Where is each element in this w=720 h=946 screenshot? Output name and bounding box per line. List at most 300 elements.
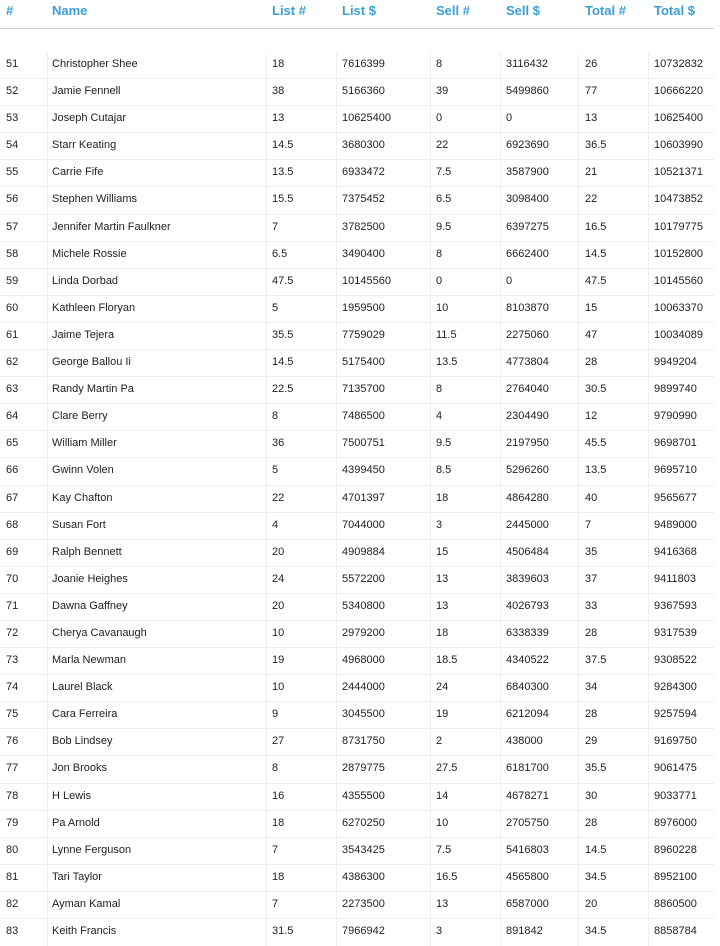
column-divider	[578, 648, 579, 674]
list-volume-cell: 5175400	[342, 356, 385, 369]
list-count-cell: 24	[272, 572, 285, 585]
sell-count-cell: 13	[436, 897, 449, 910]
name-cell: Gwinn Volen	[52, 464, 114, 477]
total-count-cell: 26	[585, 58, 598, 70]
rank-cell: 78	[6, 789, 19, 802]
sell-volume-cell: 2304490	[506, 410, 549, 423]
sell-count-cell: 9.5	[436, 220, 452, 233]
total-count-cell: 28	[585, 626, 598, 639]
column-divider	[578, 838, 579, 864]
total-count-cell: 28	[585, 708, 598, 721]
sell-volume-cell: 4026793	[506, 599, 549, 612]
column-header-list-volume[interactable]: List $	[342, 3, 376, 18]
column-divider	[578, 133, 579, 159]
name-cell: Cherya Cavanaugh	[52, 626, 147, 639]
sell-volume-cell: 3098400	[506, 193, 549, 206]
column-divider	[430, 486, 431, 512]
column-divider	[266, 431, 267, 457]
column-divider	[500, 323, 501, 349]
total-volume-cell: 8858784	[654, 925, 697, 937]
sell-volume-cell: 6397275	[506, 220, 549, 233]
total-volume-cell: 9061475	[654, 762, 697, 775]
column-divider	[500, 892, 501, 918]
column-divider	[578, 215, 579, 241]
column-divider	[578, 160, 579, 186]
total-count-cell: 15	[585, 301, 598, 314]
sell-count-cell: 18	[436, 491, 449, 504]
rank-cell: 52	[6, 85, 19, 98]
column-divider	[430, 567, 431, 593]
sell-volume-cell: 5499860	[506, 85, 549, 98]
total-count-cell: 77	[585, 85, 598, 98]
name-cell: George Ballou Ii	[52, 356, 131, 369]
sell-count-cell: 0	[436, 112, 443, 125]
column-divider	[578, 811, 579, 837]
column-divider	[266, 702, 267, 728]
column-divider	[500, 160, 501, 186]
total-count-cell: 33	[585, 599, 598, 612]
name-cell: Laurel Black	[52, 681, 113, 694]
total-count-cell: 28	[585, 356, 598, 369]
column-divider	[430, 919, 431, 946]
column-divider	[336, 431, 337, 457]
column-divider	[336, 892, 337, 918]
name-cell: Linda Dorbad	[52, 274, 119, 287]
column-divider	[500, 269, 501, 295]
rank-cell: 76	[6, 735, 19, 748]
column-divider	[266, 486, 267, 512]
sell-volume-cell: 2445000	[506, 518, 549, 531]
table-row	[0, 648, 714, 675]
list-volume-cell: 4355500	[342, 789, 385, 802]
column-divider	[266, 133, 267, 159]
name-cell: Joseph Cutajar	[52, 112, 126, 125]
column-divider	[266, 106, 267, 132]
column-divider	[500, 106, 501, 132]
name-cell: Susan Fort	[52, 518, 106, 531]
column-divider	[500, 377, 501, 403]
column-divider	[266, 892, 267, 918]
rank-cell: 65	[6, 437, 19, 450]
column-divider	[500, 486, 501, 512]
column-header-name[interactable]: Name	[52, 3, 88, 18]
column-divider	[47, 756, 48, 782]
column-divider	[336, 621, 337, 647]
sell-count-cell: 24	[436, 681, 449, 694]
column-divider	[430, 296, 431, 322]
column-divider	[430, 242, 431, 268]
column-divider	[500, 458, 501, 484]
table-row	[0, 621, 714, 648]
list-count-cell: 10	[272, 681, 285, 694]
sell-count-cell: 9.5	[436, 437, 452, 450]
column-divider	[648, 377, 649, 403]
column-divider	[266, 350, 267, 376]
total-count-cell: 28	[585, 816, 598, 829]
name-cell: Christopher Shee	[52, 58, 138, 70]
column-divider	[500, 702, 501, 728]
sell-volume-cell: 4506484	[506, 545, 549, 558]
list-count-cell: 38	[272, 85, 285, 98]
column-divider	[266, 377, 267, 403]
column-divider	[47, 458, 48, 484]
list-count-cell: 7	[272, 843, 279, 856]
column-divider	[500, 865, 501, 891]
column-divider	[500, 540, 501, 566]
total-volume-cell: 8860500	[654, 897, 697, 910]
name-cell: William Miller	[52, 437, 117, 450]
column-divider	[430, 106, 431, 132]
table-row	[0, 675, 714, 702]
total-volume-cell: 10521371	[654, 166, 703, 179]
column-divider	[648, 675, 649, 701]
list-volume-cell: 10145560	[342, 274, 391, 287]
total-count-cell: 40	[585, 491, 598, 504]
sell-count-cell: 2	[436, 735, 443, 748]
total-volume-cell: 9317539	[654, 626, 697, 639]
list-count-cell: 5	[272, 464, 279, 477]
table-row	[0, 242, 714, 269]
column-divider	[336, 811, 337, 837]
list-volume-cell: 3680300	[342, 139, 385, 152]
list-count-cell: 16	[272, 789, 285, 802]
list-count-cell: 5	[272, 301, 279, 314]
column-divider	[500, 79, 501, 105]
sell-volume-cell: 2764040	[506, 383, 549, 396]
column-divider	[648, 756, 649, 782]
column-divider	[648, 892, 649, 918]
list-volume-cell: 6933472	[342, 166, 385, 179]
column-divider	[430, 377, 431, 403]
column-divider	[430, 784, 431, 810]
column-divider	[648, 811, 649, 837]
column-header-total-volume[interactable]: Total $	[654, 3, 695, 18]
sell-count-cell: 11.5	[436, 328, 457, 341]
column-divider	[47, 52, 48, 78]
list-volume-cell: 7375452	[342, 193, 385, 206]
column-divider	[47, 350, 48, 376]
table-row	[0, 594, 714, 621]
column-divider	[336, 242, 337, 268]
sell-volume-cell: 4678271	[506, 789, 549, 802]
column-divider	[266, 269, 267, 295]
total-volume-cell: 9565677	[654, 491, 697, 504]
table-row	[0, 79, 714, 106]
column-divider	[336, 865, 337, 891]
list-count-cell: 13.5	[272, 166, 294, 179]
sell-volume-cell: 4864280	[506, 491, 549, 504]
total-volume-cell: 8960228	[654, 843, 697, 856]
column-divider	[500, 187, 501, 213]
name-cell: Ralph Bennett	[52, 545, 122, 558]
column-divider	[500, 648, 501, 674]
sell-volume-cell: 5416803	[506, 843, 549, 856]
column-divider	[648, 404, 649, 430]
list-volume-cell: 5340800	[342, 599, 385, 612]
column-divider	[47, 811, 48, 837]
table-row	[0, 431, 714, 458]
total-count-cell: 47.5	[585, 274, 607, 287]
column-divider	[336, 567, 337, 593]
column-header-rank[interactable]: #	[6, 3, 14, 18]
total-count-cell: 36.5	[585, 139, 607, 152]
sell-volume-cell: 6662400	[506, 247, 549, 260]
column-divider	[578, 729, 579, 755]
name-cell: Randy Martin Pa	[52, 383, 134, 396]
column-divider	[266, 458, 267, 484]
sell-volume-cell: 8103870	[506, 301, 549, 314]
column-divider	[266, 79, 267, 105]
sell-volume-cell: 6587000	[506, 897, 549, 910]
column-divider	[336, 323, 337, 349]
total-count-cell: 16.5	[585, 220, 607, 233]
column-divider	[266, 242, 267, 268]
column-divider	[648, 919, 649, 946]
list-volume-cell: 2979200	[342, 626, 385, 639]
sell-count-cell: 13	[436, 572, 449, 585]
list-count-cell: 10	[272, 626, 285, 639]
column-divider	[336, 919, 337, 946]
rank-cell: 53	[6, 112, 19, 125]
sell-volume-cell: 4773804	[506, 356, 549, 369]
column-divider	[47, 431, 48, 457]
column-divider	[578, 296, 579, 322]
column-divider	[578, 458, 579, 484]
column-divider	[648, 79, 649, 105]
sell-volume-cell: 3587900	[506, 166, 549, 179]
total-count-cell: 29	[585, 735, 598, 748]
rank-cell: 74	[6, 681, 19, 694]
column-divider	[648, 486, 649, 512]
rank-cell: 73	[6, 654, 19, 667]
rank-cell: 81	[6, 870, 19, 883]
total-count-cell: 22	[585, 193, 598, 206]
total-count-cell: 35	[585, 545, 598, 558]
table-row	[0, 377, 714, 404]
sell-volume-cell: 2275060	[506, 328, 549, 341]
sell-count-cell: 18.5	[436, 654, 458, 667]
rank-cell: 66	[6, 464, 19, 477]
sell-count-cell: 15	[436, 545, 449, 558]
column-divider	[648, 350, 649, 376]
column-divider	[47, 675, 48, 701]
table-row	[0, 838, 714, 865]
total-volume-cell: 9308522	[654, 654, 697, 667]
sell-count-cell: 10	[436, 301, 449, 314]
sell-count-cell: 13	[436, 599, 449, 612]
column-divider	[47, 404, 48, 430]
list-volume-cell: 3543425	[342, 843, 385, 856]
column-divider	[430, 52, 431, 78]
column-divider	[648, 838, 649, 864]
column-divider	[47, 486, 48, 512]
total-count-cell: 47	[585, 328, 598, 341]
sell-count-cell: 14	[436, 789, 449, 802]
table-row	[0, 702, 714, 729]
sell-count-cell: 18	[436, 626, 449, 639]
sell-count-cell: 27.5	[436, 762, 458, 775]
total-volume-cell: 10603990	[654, 139, 703, 152]
rank-cell: 69	[6, 545, 19, 558]
total-volume-cell: 10179775	[654, 220, 703, 233]
column-divider	[266, 784, 267, 810]
sell-volume-cell: 3116432	[506, 58, 549, 70]
total-volume-cell: 8952100	[654, 870, 697, 883]
list-count-cell: 18	[272, 816, 285, 829]
column-divider	[47, 567, 48, 593]
column-divider	[578, 269, 579, 295]
total-volume-cell: 10666220	[654, 85, 703, 98]
list-count-cell: 18	[272, 58, 285, 70]
table-body	[0, 52, 714, 946]
column-divider	[500, 621, 501, 647]
total-count-cell: 37	[585, 572, 598, 585]
column-divider	[430, 350, 431, 376]
column-divider	[578, 919, 579, 946]
column-divider	[500, 350, 501, 376]
column-divider	[648, 729, 649, 755]
list-volume-cell: 7500751	[342, 437, 385, 450]
name-cell: Kay Chafton	[52, 491, 113, 504]
name-cell: Cara Ferreira	[52, 708, 118, 721]
rank-cell: 58	[6, 247, 19, 260]
rank-cell: 64	[6, 410, 19, 423]
name-cell: H Lewis	[52, 789, 92, 802]
column-header-total-count[interactable]: Total #	[585, 3, 626, 18]
list-volume-cell: 6270250	[342, 816, 385, 829]
table-row	[0, 865, 714, 892]
sell-count-cell: 0	[436, 274, 443, 287]
total-count-cell: 20	[585, 897, 598, 910]
table-row	[0, 811, 714, 838]
rank-cell: 82	[6, 897, 19, 910]
rank-cell: 54	[6, 139, 19, 152]
sell-count-cell: 13.5	[436, 356, 458, 369]
column-divider	[430, 702, 431, 728]
table-row	[0, 567, 714, 594]
column-divider	[266, 52, 267, 78]
column-divider	[430, 133, 431, 159]
column-divider	[648, 269, 649, 295]
column-divider	[500, 215, 501, 241]
column-divider	[336, 648, 337, 674]
table-row	[0, 350, 714, 377]
column-divider	[500, 567, 501, 593]
sell-volume-cell: 3839603	[506, 572, 549, 585]
column-divider	[648, 242, 649, 268]
column-divider	[648, 431, 649, 457]
column-header-sell-count[interactable]: Sell #	[436, 3, 470, 18]
column-divider	[500, 675, 501, 701]
rank-cell: 61	[6, 328, 19, 341]
total-volume-cell: 9033771	[654, 789, 697, 802]
column-divider	[336, 540, 337, 566]
column-divider	[47, 621, 48, 647]
rank-cell: 60	[6, 301, 19, 314]
column-divider	[47, 160, 48, 186]
total-count-cell: 14.5	[585, 247, 607, 260]
total-count-cell: 35.5	[585, 762, 607, 775]
column-divider	[500, 296, 501, 322]
column-divider	[648, 540, 649, 566]
table-row	[0, 106, 714, 133]
column-header-sell-volume[interactable]: Sell $	[506, 3, 540, 18]
list-volume-cell: 7044000	[342, 518, 385, 531]
table-row	[0, 296, 714, 323]
column-divider	[336, 106, 337, 132]
column-divider	[47, 187, 48, 213]
sell-volume-cell: 891842	[506, 925, 543, 937]
column-divider	[430, 892, 431, 918]
column-divider	[430, 215, 431, 241]
table-row	[0, 892, 714, 919]
column-divider	[266, 865, 267, 891]
column-divider	[648, 865, 649, 891]
table-row	[0, 729, 714, 756]
total-count-cell: 37.5	[585, 654, 607, 667]
total-volume-cell: 10034089	[654, 328, 703, 341]
column-divider	[648, 106, 649, 132]
name-cell: Joanie Heighes	[52, 572, 128, 585]
table-row	[0, 269, 714, 296]
table-row	[0, 404, 714, 431]
column-divider	[336, 296, 337, 322]
column-divider	[578, 865, 579, 891]
list-count-cell: 19	[272, 654, 285, 667]
total-volume-cell: 9169750	[654, 735, 697, 748]
column-divider	[578, 621, 579, 647]
column-divider	[266, 594, 267, 620]
sell-count-cell: 7.5	[436, 166, 452, 179]
column-divider	[47, 323, 48, 349]
column-divider	[648, 52, 649, 78]
column-divider	[47, 729, 48, 755]
column-divider	[648, 567, 649, 593]
list-count-cell: 8	[272, 762, 279, 775]
name-cell: Bob Lindsey	[52, 735, 113, 748]
rank-cell: 57	[6, 220, 19, 233]
column-divider	[500, 242, 501, 268]
total-volume-cell: 9489000	[654, 518, 697, 531]
sell-count-cell: 6.5	[436, 193, 452, 206]
column-divider	[266, 675, 267, 701]
name-cell: Jaime Tejera	[52, 328, 115, 341]
column-divider	[648, 784, 649, 810]
sell-volume-cell: 6338339	[506, 626, 549, 639]
column-divider	[500, 52, 501, 78]
column-divider	[266, 729, 267, 755]
table-row	[0, 133, 714, 160]
sell-count-cell: 7.5	[436, 843, 452, 856]
list-count-cell: 8	[272, 410, 279, 423]
rank-cell: 80	[6, 843, 19, 856]
list-volume-cell: 3782500	[342, 220, 385, 233]
column-divider	[47, 377, 48, 403]
column-divider	[578, 784, 579, 810]
sell-volume-cell: 0	[506, 274, 513, 287]
list-count-cell: 22.5	[272, 383, 294, 396]
list-volume-cell: 7966942	[342, 925, 385, 937]
list-count-cell: 14.5	[272, 356, 294, 369]
column-header-list-count[interactable]: List #	[272, 3, 306, 18]
total-count-cell: 7	[585, 518, 592, 531]
column-divider	[500, 838, 501, 864]
column-divider	[578, 377, 579, 403]
column-divider	[336, 350, 337, 376]
total-volume-cell: 10063370	[654, 301, 703, 314]
column-divider	[500, 431, 501, 457]
column-divider	[578, 567, 579, 593]
